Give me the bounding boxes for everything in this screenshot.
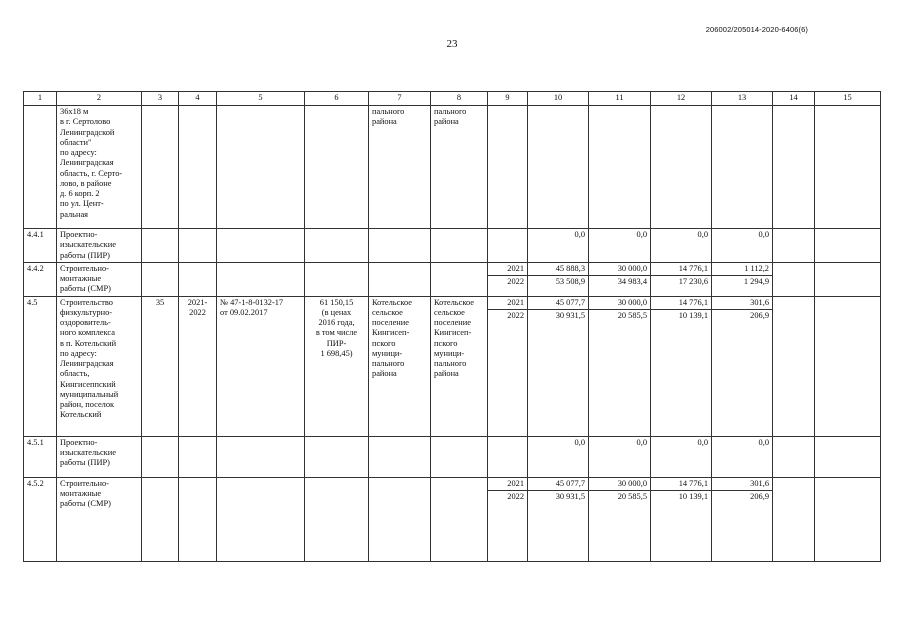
column-15-cell	[815, 106, 881, 229]
page-number: 23	[446, 38, 458, 50]
regional-budget-cell-value: 0,0	[636, 230, 647, 239]
owner-cell	[431, 229, 488, 263]
regional-budget-cell	[589, 262, 651, 296]
local-budget-cell-value: 0,0	[758, 437, 769, 447]
federal-budget-cell-value: 17 230,6	[651, 275, 711, 287]
total-cell-value: 45 077,7	[555, 478, 585, 488]
row-number-cell: 4.5.2	[24, 477, 57, 561]
regional-budget-cell	[589, 296, 651, 436]
customer-cell	[369, 262, 431, 296]
row-number-cell	[24, 106, 57, 229]
column-15-cell	[815, 436, 881, 477]
object-name-cell: Строительно- монтажные работы (СМР)	[57, 262, 142, 296]
regional-budget-cell	[589, 436, 651, 477]
column-14-cell	[773, 262, 815, 296]
expertise-cell	[217, 477, 305, 561]
column-header: 10	[528, 92, 589, 106]
owner-cell	[431, 477, 488, 561]
column-14-cell	[773, 477, 815, 561]
capacity-cell	[142, 436, 179, 477]
federal-budget-cell-value: 0,0	[697, 437, 708, 447]
expertise-cell	[217, 229, 305, 263]
total-cell	[528, 436, 589, 477]
column-header: 9	[488, 92, 528, 106]
federal-budget-cell	[651, 106, 712, 229]
local-budget-cell	[712, 106, 773, 229]
total-cell	[528, 229, 589, 263]
year-cell-value: 2022	[488, 309, 527, 321]
regional-budget-cell	[589, 477, 651, 561]
column-number-row	[24, 92, 881, 106]
regional-budget-cell-value: 20 585,5	[589, 309, 650, 321]
estimate-cost-cell	[305, 262, 369, 296]
column-14-cell	[773, 296, 815, 436]
federal-budget-cell-value: 10 139,1	[651, 490, 711, 502]
total-cell-value: 45 888,3	[555, 263, 585, 273]
total-cell	[528, 296, 589, 436]
estimate-cost-cell: 61 150,15 (в ценах 2016 года, в том числе ПИР- 1 698,45)	[305, 296, 369, 436]
table-row	[24, 296, 881, 436]
estimate-cost-cell	[305, 477, 369, 561]
local-budget-cell-value: 206,9	[712, 309, 772, 321]
period-cell	[179, 436, 217, 477]
local-budget-cell-value: 301,6	[750, 478, 769, 488]
regional-budget-cell	[589, 229, 651, 263]
table-row	[24, 106, 881, 229]
federal-budget-cell	[651, 436, 712, 477]
federal-budget-cell	[651, 296, 712, 436]
estimate-cost-cell	[305, 106, 369, 229]
total-cell-value: 0,0	[574, 437, 585, 447]
column-header: 7	[369, 92, 431, 106]
period-cell: 2021- 2022	[179, 296, 217, 436]
column-header: 13	[712, 92, 773, 106]
regional-budget-cell-value: 34 983,4	[589, 275, 650, 287]
table-row	[24, 477, 881, 561]
owner-cell: пального района	[431, 106, 488, 229]
total-cell	[528, 106, 589, 229]
customer-cell	[369, 229, 431, 263]
expertise-cell	[217, 436, 305, 477]
table-row	[24, 436, 881, 477]
expertise-cell	[217, 262, 305, 296]
local-budget-cell	[712, 229, 773, 263]
owner-cell: Котельское сельское поселение Кингисеп- пского муници- пального района	[431, 296, 488, 436]
column-header: 8	[431, 92, 488, 106]
local-budget-cell-value: 0,0	[758, 230, 769, 239]
column-header: 1	[24, 92, 57, 106]
regional-budget-cell-value: 30 000,0	[617, 297, 647, 307]
regional-budget-cell-value: 0,0	[636, 437, 647, 447]
column-header: 14	[773, 92, 815, 106]
row-number-cell: 4.4.1	[24, 229, 57, 263]
total-cell	[528, 262, 589, 296]
local-budget-cell-value: 301,6	[750, 297, 769, 307]
federal-budget-cell-value: 14 776,1	[678, 263, 708, 273]
local-budget-cell	[712, 296, 773, 436]
local-budget-cell-value: 1 112,2	[744, 263, 769, 273]
customer-cell	[369, 477, 431, 561]
year-cell-value: 2022	[488, 490, 527, 502]
row-number-cell: 4.5	[24, 296, 57, 436]
federal-budget-cell-value: 14 776,1	[678, 478, 708, 488]
object-name-cell: Строительство физкультурно- оздоровитель- ного комплекса в п. Котельский по адресу: Ленинградская область, Кингисеппский муниципальный район, поселок Котельский	[57, 296, 142, 436]
data-table	[23, 91, 881, 562]
year-cell	[488, 229, 528, 263]
row-number-cell: 4.5.1	[24, 436, 57, 477]
column-15-cell	[815, 296, 881, 436]
period-cell	[179, 106, 217, 229]
column-14-cell	[773, 436, 815, 477]
column-15-cell	[815, 262, 881, 296]
column-header: 12	[651, 92, 712, 106]
period-cell	[179, 229, 217, 263]
column-header: 15	[815, 92, 881, 106]
customer-cell: Котельское сельское поселение Кингисеп- пского муници- пального района	[369, 296, 431, 436]
column-14-cell	[773, 229, 815, 263]
column-header: 6	[305, 92, 369, 106]
local-budget-cell-value: 1 294,9	[712, 275, 772, 287]
column-15-cell	[815, 229, 881, 263]
federal-budget-cell	[651, 229, 712, 263]
federal-budget-cell	[651, 477, 712, 561]
total-cell-value: 30 931,5	[528, 490, 588, 502]
object-name-cell: Строительно- монтажные работы (СМР)	[57, 477, 142, 561]
column-header: 5	[217, 92, 305, 106]
year-cell	[488, 106, 528, 229]
capacity-cell: 35	[142, 296, 179, 436]
capacity-cell	[142, 477, 179, 561]
local-budget-cell	[712, 436, 773, 477]
column-14-cell	[773, 106, 815, 229]
local-budget-cell-value: 206,9	[712, 490, 772, 502]
federal-budget-cell-value: 10 139,1	[651, 309, 711, 321]
year-cell	[488, 296, 528, 436]
customer-cell: пального района	[369, 106, 431, 229]
estimate-cost-cell	[305, 229, 369, 263]
estimate-cost-cell	[305, 436, 369, 477]
federal-budget-cell-value: 0,0	[697, 230, 708, 239]
local-budget-cell	[712, 477, 773, 561]
document-id: 206002/205014-2020-6406(6)	[705, 25, 808, 34]
year-cell-value: 2021	[507, 478, 524, 488]
local-budget-cell	[712, 262, 773, 296]
year-cell-value: 2021	[507, 263, 524, 273]
row-number-cell: 4.4.2	[24, 262, 57, 296]
federal-budget-cell-value: 14 776,1	[678, 297, 708, 307]
column-header: 2	[57, 92, 142, 106]
total-cell-value: 0,0	[574, 230, 585, 239]
period-cell	[179, 262, 217, 296]
column-15-cell	[815, 477, 881, 561]
capacity-cell	[142, 229, 179, 263]
table-row	[24, 229, 881, 263]
column-header: 4	[179, 92, 217, 106]
total-cell-value: 30 931,5	[528, 309, 588, 321]
capacity-cell	[142, 262, 179, 296]
object-name-cell: Проектно- изыскательские работы (ПИР)	[57, 436, 142, 477]
year-cell	[488, 477, 528, 561]
period-cell	[179, 477, 217, 561]
expertise-cell	[217, 106, 305, 229]
regional-budget-cell-value: 30 000,0	[617, 478, 647, 488]
total-cell	[528, 477, 589, 561]
year-cell-value: 2021	[507, 297, 524, 307]
table-row	[24, 262, 881, 296]
year-cell	[488, 436, 528, 477]
regional-budget-cell-value: 20 585,5	[589, 490, 650, 502]
expertise-cell: № 47-1-8-0132-17 от 09.02.2017	[217, 296, 305, 436]
year-cell-value: 2022	[488, 275, 527, 287]
year-cell	[488, 262, 528, 296]
federal-budget-cell	[651, 262, 712, 296]
object-name-cell: 36х18 м в г. Сертолово Ленинградской области" по адресу: Ленинградская область, г. Серто- лово, в районе д. 6 корп. 2 по ул. Цент- ральная	[57, 106, 142, 229]
total-cell-value: 53 508,9	[528, 275, 588, 287]
column-header: 3	[142, 92, 179, 106]
owner-cell	[431, 436, 488, 477]
column-header: 11	[589, 92, 651, 106]
customer-cell	[369, 436, 431, 477]
regional-budget-cell-value: 30 000,0	[617, 263, 647, 273]
object-name-cell: Проектно- изыскательские работы (ПИР)	[57, 229, 142, 263]
regional-budget-cell	[589, 106, 651, 229]
owner-cell	[431, 262, 488, 296]
total-cell-value: 45 077,7	[555, 297, 585, 307]
capacity-cell	[142, 106, 179, 229]
